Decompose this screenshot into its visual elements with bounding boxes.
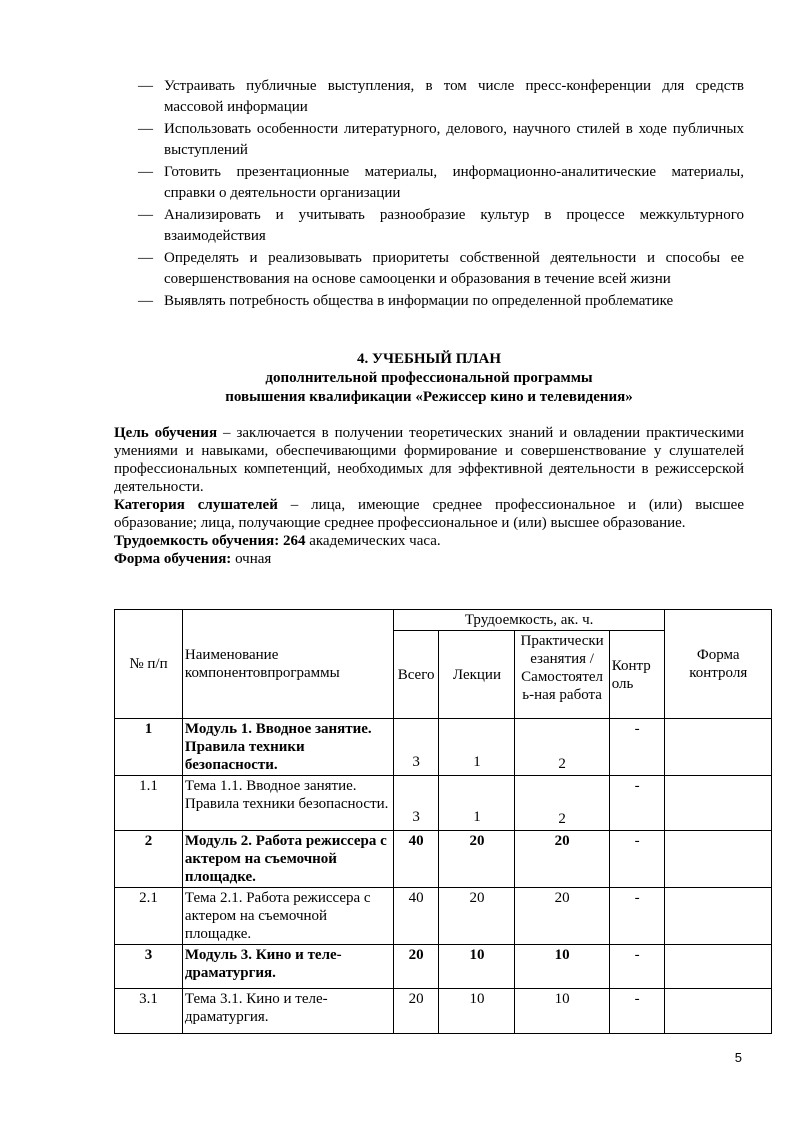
bullet-dash: — bbox=[138, 78, 153, 94]
list-item-text: Выявлять потребность общества в информации по определенной проблематике bbox=[164, 293, 674, 309]
list-item bbox=[138, 119, 744, 161]
row-total: 3 bbox=[393, 776, 439, 831]
table-row bbox=[115, 831, 772, 888]
row-name: Тема 3.1. Кино и теле-драматургия. bbox=[182, 989, 393, 1034]
row-num: 2.1 bbox=[115, 888, 183, 945]
section-subtitle-program: повышения квалификации «Режиссер кино и телевидения» bbox=[225, 389, 633, 405]
bullet-dash: — bbox=[138, 207, 153, 223]
section-subtitle: дополнительной профессиональной программы bbox=[265, 370, 593, 386]
table-row bbox=[115, 888, 772, 945]
table-row bbox=[115, 776, 772, 831]
row-lectures: 1 bbox=[439, 776, 515, 831]
row-lectures: 10 bbox=[439, 989, 515, 1034]
header-control: Контр оль bbox=[609, 631, 665, 719]
hours-label: Трудоемкость обучения: 264 bbox=[114, 533, 306, 549]
row-num: 1.1 bbox=[115, 776, 183, 831]
row-practice: 10 bbox=[515, 989, 609, 1034]
row-control: - bbox=[609, 776, 665, 831]
bullet-dash: — bbox=[138, 293, 153, 309]
row-num: 1 bbox=[115, 719, 183, 776]
row-control: - bbox=[609, 719, 665, 776]
row-lectures: 10 bbox=[439, 945, 515, 989]
list-item-text: Определять и реализовывать приоритеты собственной деятельности и способы ее совершенствования на основе самооценки и образования в течение всей жизни bbox=[164, 250, 744, 287]
list-item bbox=[138, 205, 744, 247]
list-item bbox=[138, 76, 744, 118]
list-item bbox=[138, 291, 744, 312]
row-practice: 20 bbox=[515, 888, 609, 945]
hours-paragraph bbox=[114, 532, 744, 550]
header-total: Всего bbox=[393, 631, 439, 719]
row-form bbox=[665, 776, 772, 831]
row-lectures: 20 bbox=[439, 888, 515, 945]
table-row bbox=[115, 719, 772, 776]
list-item-text: Анализировать и учитывать разнообразие культур в процессе межкультурного взаимодействия bbox=[164, 207, 744, 244]
row-lectures: 20 bbox=[439, 831, 515, 888]
bullet-dash: — bbox=[138, 164, 153, 180]
table-header-row bbox=[115, 610, 772, 631]
row-control: - bbox=[609, 989, 665, 1034]
row-name: Модуль 3. Кино и теле-драматургия. bbox=[182, 945, 393, 989]
goal-text: – заключается в получении теоретических знаний и овладении практическими умениями и навыками, обеспечивающими формирование и совершенствование у слушателей профессиональных компетенций, необходимых для эффективной деятельности в режиссерской деятельности. bbox=[114, 425, 744, 495]
form-text: очная bbox=[231, 551, 272, 567]
row-practice: 2 bbox=[515, 776, 609, 831]
row-form bbox=[665, 989, 772, 1034]
form-paragraph bbox=[114, 550, 744, 568]
list-item bbox=[138, 248, 744, 290]
bullet-dash: — bbox=[138, 250, 153, 266]
goal-label: Цель обучения bbox=[114, 425, 218, 441]
row-total: 40 bbox=[393, 831, 439, 888]
row-form bbox=[665, 888, 772, 945]
row-lectures: 1 bbox=[439, 719, 515, 776]
row-total: 3 bbox=[393, 719, 439, 776]
category-label: Категория слушателей bbox=[114, 497, 278, 513]
row-total: 20 bbox=[393, 945, 439, 989]
program-info bbox=[114, 424, 744, 568]
row-form bbox=[665, 719, 772, 776]
row-control: - bbox=[609, 831, 665, 888]
section-title: 4. УЧЕБНЫЙ ПЛАН bbox=[356, 351, 502, 367]
row-num: 2 bbox=[115, 831, 183, 888]
row-num: 3 bbox=[115, 945, 183, 989]
row-name: Модуль 2. Работа режиссера с актером на съемочной площадке. bbox=[182, 831, 393, 888]
row-practice: 2 bbox=[515, 719, 609, 776]
header-name: Наименование компонентовпрограммы bbox=[182, 610, 393, 719]
list-item-text: Использовать особенности литературного, делового, научного стилей в ходе публичных выступлений bbox=[164, 121, 744, 158]
goal-paragraph bbox=[114, 424, 744, 496]
row-form bbox=[665, 831, 772, 888]
header-form: Форма контроля bbox=[665, 610, 772, 719]
row-practice: 10 bbox=[515, 945, 609, 989]
row-name: Модуль 1. Вводное занятие. Правила техники безопасности. bbox=[182, 719, 393, 776]
list-item bbox=[138, 162, 744, 204]
row-name: Тема 2.1. Работа режиссера с актером на съемочной площадке. bbox=[182, 888, 393, 945]
category-text: – лица, имеющие среднее профессиональное и (или) высшее образование; лица, получающие среднее профессиональное и (или) высшее образование. bbox=[114, 497, 744, 531]
list-item-text: Устраивать публичные выступления, в том числе пресс-конференции для средств массовой информации bbox=[164, 78, 744, 115]
row-total: 40 bbox=[393, 888, 439, 945]
row-control: - bbox=[609, 888, 665, 945]
header-lectures: Лекции bbox=[439, 631, 515, 719]
row-form bbox=[665, 945, 772, 989]
header-num: № п/п bbox=[115, 610, 183, 719]
list-item-text: Готовить презентационные материалы, информационно-аналитические материалы, справки о деятельности организации bbox=[164, 164, 744, 201]
header-labor: Трудоемкость, ак. ч. bbox=[393, 610, 665, 631]
category-paragraph bbox=[114, 496, 744, 532]
bullet-dash: — bbox=[138, 121, 153, 137]
curriculum-table bbox=[114, 609, 772, 1034]
table-row bbox=[115, 989, 772, 1034]
row-name: Тема 1.1. Вводное занятие. Правила техники безопасности. bbox=[182, 776, 393, 831]
row-practice: 20 bbox=[515, 831, 609, 888]
hours-text: академических часа. bbox=[305, 533, 441, 549]
form-label: Форма обучения: bbox=[114, 551, 232, 567]
table-row bbox=[115, 945, 772, 989]
row-control: - bbox=[609, 945, 665, 989]
row-total: 20 bbox=[393, 989, 439, 1034]
page-number: 5 bbox=[734, 1050, 742, 1065]
header-practice: Практически езанятия / Самостоятел ь-ная работа bbox=[515, 631, 609, 719]
skills-list bbox=[138, 76, 744, 313]
row-num: 3.1 bbox=[115, 989, 183, 1034]
